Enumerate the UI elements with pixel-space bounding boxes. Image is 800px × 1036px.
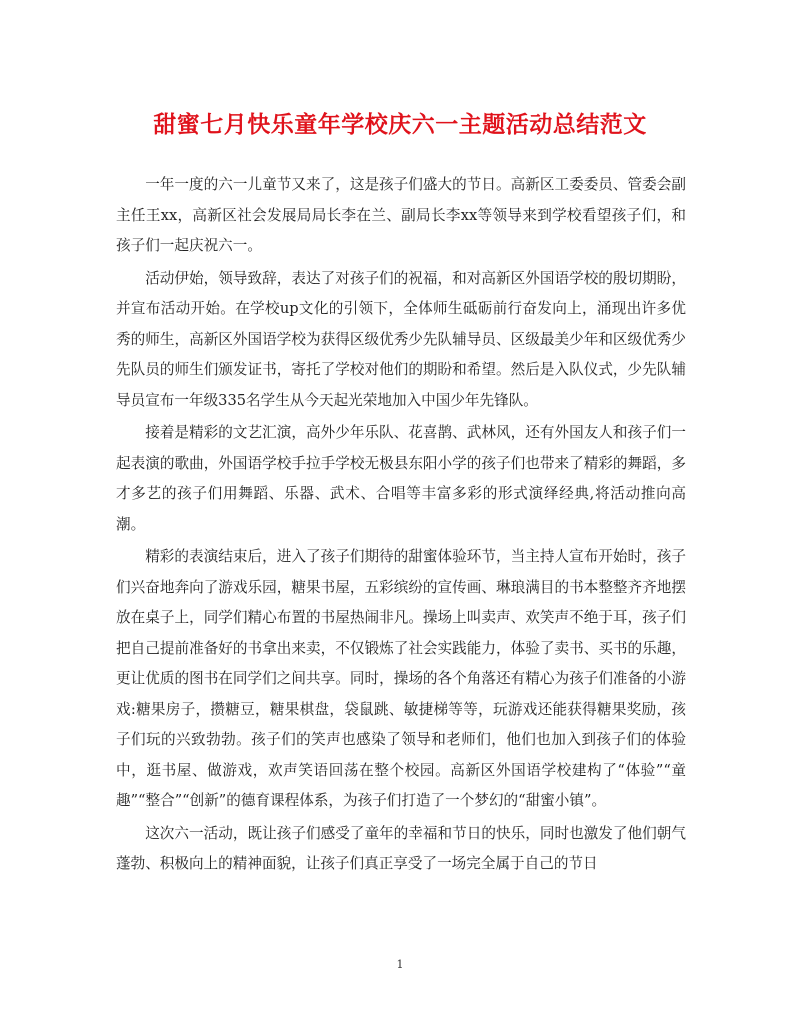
paragraph-4: 精彩的表演结束后，进入了孩子们期待的甜蜜体验环节，当主持人宣布开始时，孩子们兴奋地奔向了游戏乐园，糖果书屋，五彩缤纷的宣传画、琳琅满目的书本整整齐齐地摆放在桌子上，同学们精心布置的书屋热闹非凡。操场上叫卖声、欢笑声不绝于耳，孩子们把自己提前准备好的书拿出来卖，不仅锻炼了社会实践能力，体验了卖书、买书的乐趣，更让优质的图书在同学们之间共享。同时，操场的各个角落还有精心为孩子们准备的小游戏:糖果房子，攒糖豆，糖果棋盘，袋鼠跳、敏捷梯等等，玩游戏还能获得糖果奖励，孩子们玩的兴致勃勃。孩子们的笑声也感染了领导和老师们，他们也加入到孩子们的体验中，逛书屋、做游戏，欢声笑语回荡在整个校园。高新区外国语学校建构了“体验”“童趣”“整合”“创新”的德育课程体系，为孩子们打造了一个梦幻的“甜蜜小镇”。 — [116, 548, 686, 809]
paragraph-3: 接着是精彩的文艺汇演，高外少年乐队、花喜鹊、武林风，还有外国友人和孩子们一起表演的歌曲，外国语学校手拉手学校无极县东阳小学的孩子们也带来了精彩的舞蹈，多才多艺的孩子们用舞蹈、乐器、武术、合唱等丰富多彩的形式演绎经典,将活动推向高潮。 — [116, 424, 686, 533]
paragraph-2: 活动伊始，领导致辞，表达了对孩子们的祝福，和对高新区外国语学校的殷切期盼，并宣布活动开始。在学校up文化的引领下，全体师生砥砺前行奋发向上，涌现出许多优秀的师生，高新区外国语学校为获得区级优秀少先队辅导员、区级最美少年和区级优秀少先队员的师生们颁发证书，寄托了学校对他们的期盼和希望。然后是入队仪式，少先队辅导员宣布一年级335名学生从今天起光荣地加入中国少年先锋队。 — [116, 269, 686, 409]
page-number: 1 — [396, 958, 404, 971]
page-title: 甜蜜七月快乐童年学校庆六一主题活动总结范文 — [153, 112, 647, 138]
paragraph-5: 这次六一活动，既让孩子们感受了童年的幸福和节日的快乐，同时也激发了他们朝气蓬勃、积极向上的精神面貌，让孩子们真正享受了一场完全属于自己的节日 — [116, 824, 686, 872]
paragraph-1: 一年一度的六一儿童节又来了，这是孩子们盛大的节日。高新区工委委员、管委会副主任王xx，高新区社会发展局局长李在兰、副局长李xx等领导来到学校看望孩子们，和孩子们一起庆祝六一。 — [116, 176, 686, 254]
document-body — [116, 170, 686, 882]
